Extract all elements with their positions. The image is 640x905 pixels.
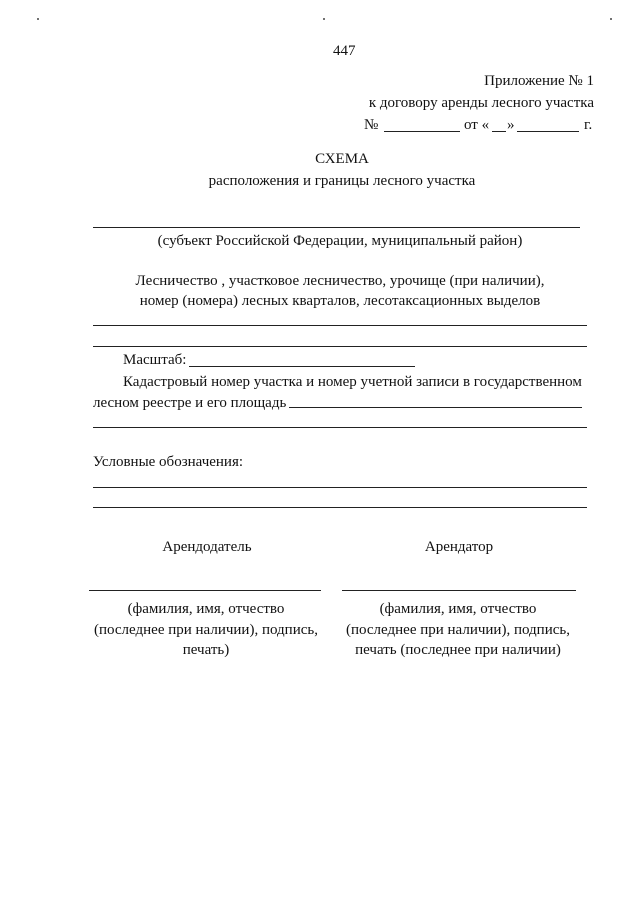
cadastral-field-2[interactable] (93, 427, 587, 428)
scale-field[interactable] (189, 366, 415, 367)
cadastral-text-line1: Кадастровый номер участка и номер учетной записи в государственном (123, 374, 582, 390)
contract-date-mid: » (507, 117, 515, 133)
appendix-title: Приложение № 1 (484, 73, 594, 89)
lessor-caption-line1: (фамилия, имя, отчество (127, 601, 285, 617)
scan-speck (323, 18, 325, 20)
subject-caption: (субъект Российской Федерации, муниципальный район) (157, 233, 523, 249)
appendix-contract: к договору аренды лесного участка (368, 95, 594, 111)
lessor-caption-line2: (последнее при наличии), подпись, (94, 622, 318, 638)
contract-date-prefix: от « (464, 117, 490, 133)
lessor-caption-line3: печать) (182, 642, 230, 658)
lessor-signature-field[interactable] (89, 590, 321, 591)
lessee-signature-field[interactable] (342, 590, 576, 591)
legend-field-1[interactable] (93, 487, 587, 488)
legend-label: Условные обозначения: (93, 454, 244, 470)
lessor-title: Арендодатель (162, 539, 252, 555)
contract-number-label: № (364, 117, 379, 133)
contract-month-field[interactable] (517, 131, 579, 132)
scale-label: Масштаб: (123, 352, 187, 368)
forestry-field-1[interactable] (93, 325, 587, 326)
page-number: 447 (333, 43, 356, 59)
contract-number-field[interactable] (384, 131, 460, 132)
legend-field-2[interactable] (93, 507, 587, 508)
document-title: СХЕМА (315, 151, 369, 167)
lessee-title: Арендатор (424, 539, 494, 555)
subject-field[interactable] (93, 227, 580, 228)
cadastral-field[interactable] (289, 407, 582, 408)
forestry-field-2[interactable] (93, 346, 587, 347)
lessee-caption-line3: печать (последнее при наличии) (355, 642, 561, 658)
contract-year-suffix: г. (584, 117, 593, 133)
lessee-caption-line1: (фамилия, имя, отчество (379, 601, 537, 617)
forestry-text-line1: Лесничество , участковое лесничество, урочище (при наличии), (135, 273, 545, 289)
cadastral-text-line2: лесном реестре и его площадь (93, 395, 287, 411)
lessee-caption-line2: (последнее при наличии), подпись, (346, 622, 570, 638)
forestry-text-line2: номер (номера) лесных кварталов, лесотаксационных выделов (139, 293, 541, 309)
scan-speck (37, 18, 39, 20)
scan-speck (610, 18, 612, 20)
document-subtitle: расположения и границы лесного участка (208, 173, 476, 189)
contract-day-field[interactable] (492, 131, 506, 132)
